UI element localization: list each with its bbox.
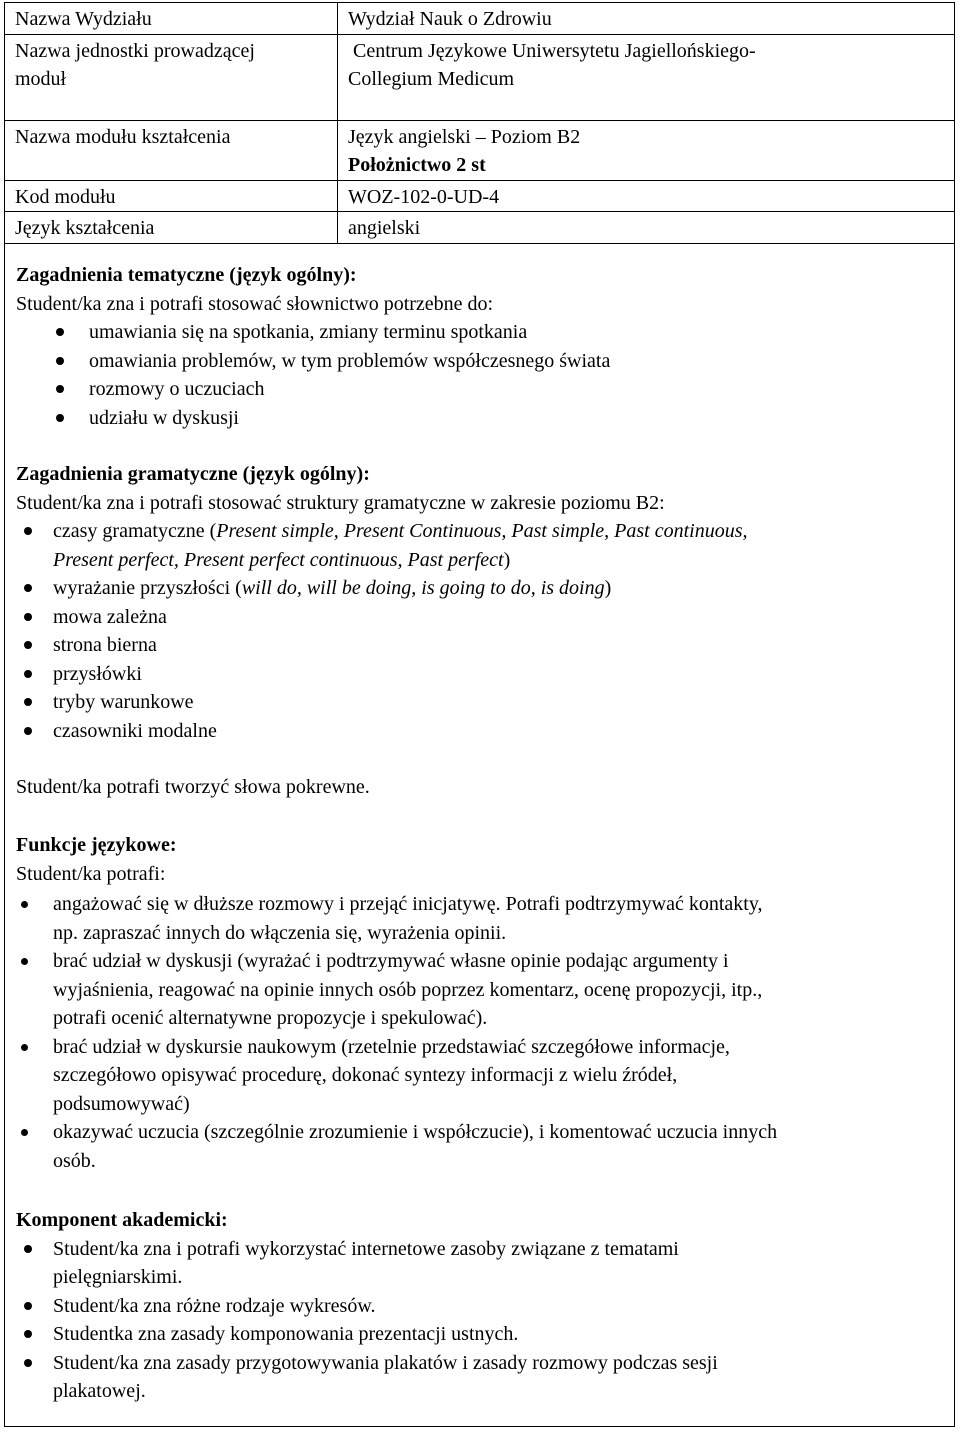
section-heading: Zagadnienia gramatyczne (język ogólny):	[16, 463, 370, 485]
value-module-code: WOZ-102-0-UD-4	[338, 180, 955, 212]
label-faculty: Nazwa Wydziału	[5, 3, 338, 35]
academic-section	[16, 1206, 946, 1406]
table-row	[5, 3, 955, 35]
module-info-table	[4, 2, 955, 244]
bullet-icon	[24, 1302, 32, 1310]
bullet-icon	[21, 1044, 28, 1051]
list-item: czasowniki modalne	[16, 717, 946, 746]
value-unit: Centrum Językowe Uniwersytetu Jagiellońskiego- Collegium Medicum	[338, 34, 955, 120]
grammar-list	[16, 517, 946, 745]
bullet-icon	[56, 357, 64, 365]
label-module-name: Nazwa modułu kształcenia	[5, 120, 338, 180]
functions-section	[16, 831, 946, 1175]
section-intro: Student/ka potrafi:	[16, 862, 166, 885]
section-intro: Student/ka zna i potrafi stosować struktury gramatyczne w zakresie poziomu B2:	[16, 491, 665, 514]
list-item: Student/ka zna i potrafi wykorzystać internetowe zasoby związane z tematami pielęgniarskimi.	[16, 1235, 946, 1292]
bullet-icon	[24, 1245, 32, 1253]
bullet-icon	[56, 385, 64, 393]
topics-list	[16, 318, 946, 432]
bullet-icon	[56, 328, 64, 336]
list-item: czasy gramatyczne (Present simple, Present Continuous, Past simple, Past continuous, Present perfect, Present perfect continuous, Past perfect)	[16, 517, 946, 574]
academic-list	[16, 1235, 946, 1406]
value-language: angielski	[338, 212, 955, 244]
list-item: przysłówki	[16, 660, 946, 689]
table-row	[5, 34, 955, 120]
functions-list	[16, 890, 946, 1175]
grammar-section	[16, 460, 946, 802]
list-item: omawiania problemów, w tym problemów współczesnego świata	[16, 347, 946, 376]
section-heading: Komponent akademicki:	[16, 1209, 228, 1231]
bullet-icon	[24, 613, 32, 621]
list-item: mowa zależna	[16, 603, 946, 632]
bullet-icon	[21, 1129, 28, 1136]
table-row	[5, 180, 955, 212]
value-faculty: Wydział Nauk o Zdrowiu	[338, 3, 955, 35]
grammar-outro: Student/ka potrafi tworzyć słowa pokrewne.	[16, 776, 370, 798]
bullet-icon	[24, 527, 32, 535]
table-row	[5, 120, 955, 180]
bullet-icon	[24, 584, 32, 592]
bullet-icon	[24, 1330, 32, 1338]
value-module-name: Język angielski – Poziom B2 Położnictwo 2 st	[338, 120, 955, 180]
list-item: udziału w dyskusji	[16, 404, 946, 433]
list-item: tryby warunkowe	[16, 688, 946, 717]
bullet-icon	[24, 641, 32, 649]
section-intro: Student/ka zna i potrafi stosować słownictwo potrzebne do:	[16, 292, 494, 315]
list-item: Student/ka zna zasady przygotowywania plakatów i zasady rozmowy podczas sesji plakatowej.	[16, 1349, 946, 1406]
section-heading: Zagadnienia tematyczne (język ogólny):	[16, 264, 357, 286]
list-item: strona bierna	[16, 631, 946, 660]
table-row	[5, 212, 955, 244]
list-item: rozmowy o uczuciach	[16, 375, 946, 404]
list-item: brać udział w dyskusji (wyrażać i podtrzymywać własne opinie podając argumenty i wyjaśnienia, reagować na opinie innych osób poprzez komentarz, ocenę propozycji, itp., potrafi ocenić alternatywne propozycje i spekulować).	[16, 947, 946, 1033]
list-item: brać udział w dyskursie naukowym (rzetelnie przedstawiać szczegółowe informacje, szczegółowo opisywać procedurę, dokonać syntezy informacji z wielu źródeł, podsumowywać)	[16, 1033, 946, 1119]
topics-section	[16, 261, 946, 432]
label-module-code: Kod modułu	[5, 180, 338, 212]
list-item: umawiania się na spotkania, zmiany terminu spotkania	[16, 318, 946, 347]
bullet-icon	[24, 670, 32, 678]
label-unit: Nazwa jednostki prowadzącej moduł	[5, 34, 338, 120]
list-item: Student/ka zna różne rodzaje wykresów.	[16, 1292, 946, 1321]
section-heading: Funkcje językowe:	[16, 834, 177, 856]
bullet-icon	[21, 901, 28, 908]
list-item: Studentka zna zasady komponowania prezentacji ustnych.	[16, 1320, 946, 1349]
list-item: angażować się w dłuższe rozmowy i przejąć inicjatywę. Potrafi podtrzymywać kontakty, np. zapraszać innych do włączenia się, wyrażenia opinii.	[16, 890, 946, 947]
list-item: okazywać uczucia (szczególnie zrozumienie i współczucie), i komentować uczucia innych osób.	[16, 1118, 946, 1175]
bullet-icon	[24, 698, 32, 706]
bullet-icon	[21, 958, 28, 965]
label-language: Język kształcenia	[5, 212, 338, 244]
list-item: wyrażanie przyszłości (will do, will be doing, is going to do, is doing)	[16, 574, 946, 603]
bullet-icon	[24, 1359, 32, 1367]
bullet-icon	[56, 414, 64, 422]
bullet-icon	[24, 727, 32, 735]
